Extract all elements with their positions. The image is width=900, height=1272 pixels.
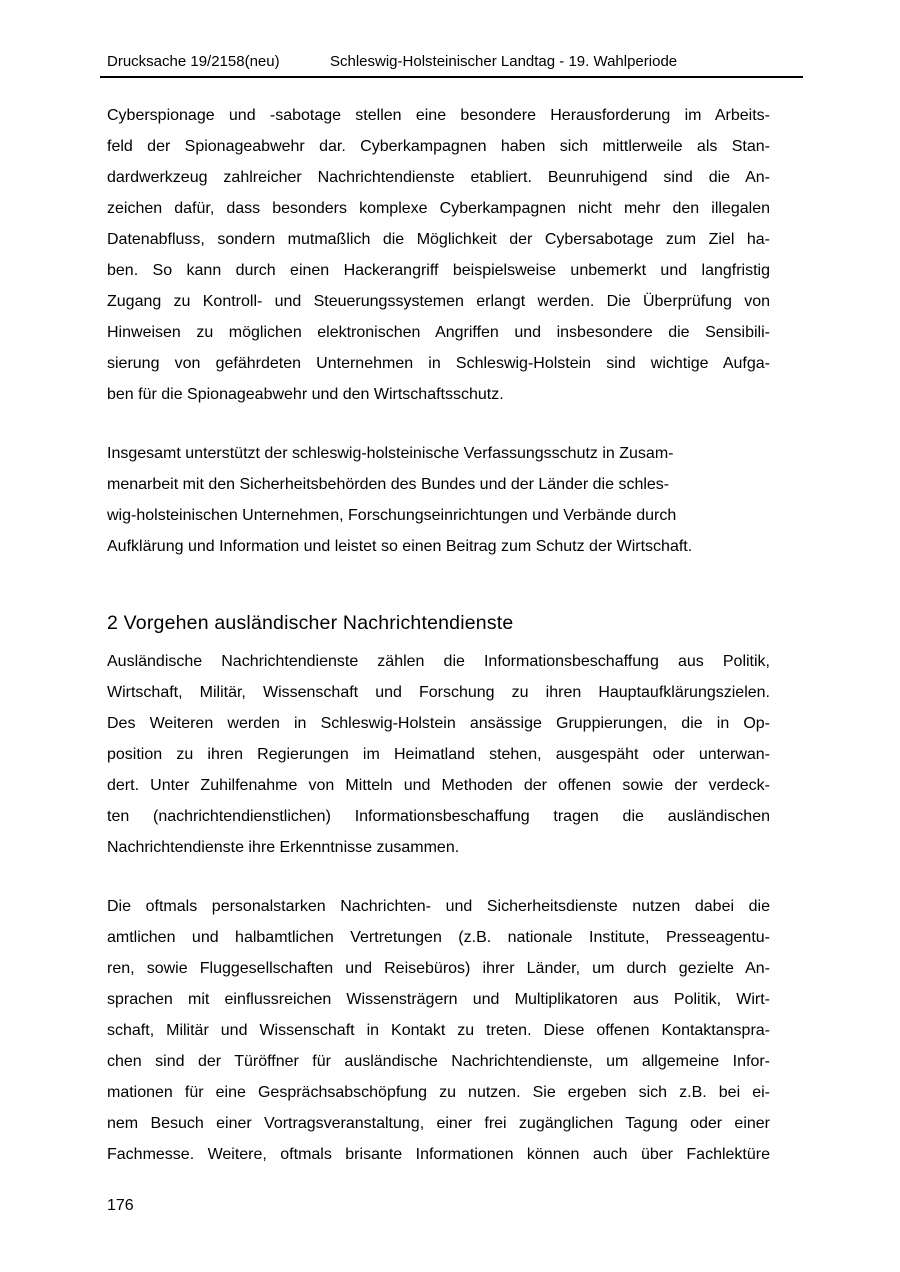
text-line: position zu ihren Regierungen im Heimatland stehen, ausgespäht oder unterwan- [107, 746, 770, 763]
page-number: 176 [107, 1197, 134, 1214]
text-line: ren, sowie Fluggesellschaften und Reisebüros) ihrer Länder, um durch gezielte An- [107, 960, 770, 977]
text-line: Zugang zu Kontroll- und Steuerungssystemen erlangt werden. Die Überprüfung von [107, 293, 770, 310]
text-line: Die oftmals personalstarken Nachrichten- und Sicherheitsdienste nutzen dabei die [107, 898, 770, 915]
text-line: Aufklärung und Information und leistet so einen Beitrag zum Schutz der Wirtschaft. [107, 538, 693, 555]
text-line: mationen für eine Gesprächsabschöpfung zu nutzen. Sie ergeben sich z.B. bei ei- [107, 1084, 770, 1101]
section-heading: 2 Vorgehen ausländischer Nachrichtendienste [107, 612, 514, 634]
text-line: ben. So kann durch einen Hackerangriff beispielsweise unbemerkt und langfristig [107, 262, 770, 279]
text-line: amtlichen und halbamtlichen Vertretungen (z.B. nationale Institute, Presseagentu- [107, 929, 770, 946]
paragraph [107, 891, 770, 1170]
header-doc-number: Drucksache 19/2158(neu) [107, 53, 280, 70]
text-line: Fachmesse. Weitere, oftmals brisante Informationen können auch über Fachlektüre [107, 1146, 770, 1163]
text-line: menarbeit mit den Sicherheitsbehörden des Bundes und der Länder die schles- [107, 476, 670, 493]
text-line: nem Besuch einer Vortragsveranstaltung, einer frei zugänglichen Tagung oder einer [107, 1115, 770, 1132]
text-line: Wirtschaft, Militär, Wissenschaft und Forschung zu ihren Hauptaufklärungszielen. [107, 684, 770, 701]
paragraph [107, 646, 770, 863]
text-line: schaft, Militär und Wissenschaft in Kontakt zu treten. Diese offenen Kontaktanspra- [107, 1022, 770, 1039]
text-line: chen sind der Türöffner für ausländische Nachrichtendienste, um allgemeine Infor- [107, 1053, 770, 1070]
text-line: Hinweisen zu möglichen elektronischen Angriffen und insbesondere die Sensibili- [107, 324, 770, 341]
text-line: Ausländische Nachrichtendienste zählen die Informationsbeschaffung aus Politik, [107, 653, 770, 670]
text-line: ten (nachrichtendienstlichen) Informationsbeschaffung tragen die ausländischen [107, 808, 770, 825]
text-line: sprachen mit einflussreichen Wissensträgern und Multiplikatoren aus Politik, Wirt- [107, 991, 770, 1008]
paragraph [107, 100, 770, 410]
page-header [107, 52, 807, 71]
text-line: dardwerkzeug zahlreicher Nachrichtendienste etabliert. Beunruhigend sind die An- [107, 169, 770, 186]
text-line: Insgesamt unterstützt der schleswig-holsteinische Verfassungsschutz in Zusam- [107, 445, 674, 462]
text-line: wig-holsteinischen Unternehmen, Forschungseinrichtungen und Verbände durch [107, 507, 677, 524]
text-line: Nachrichtendienste ihre Erkenntnisse zusammen. [107, 839, 460, 856]
text-line: dert. Unter Zuhilfenahme von Mitteln und Methoden der offenen sowie der verdeck- [107, 777, 770, 794]
paragraph [107, 438, 770, 562]
header-title: Schleswig-Holsteinischer Landtag - 19. Wahlperiode [330, 53, 678, 70]
text-line: feld der Spionageabwehr dar. Cyberkampagnen haben sich mittlerweile als Stan- [107, 138, 770, 155]
text-line: ben für die Spionageabwehr und den Wirtschaftsschutz. [107, 386, 504, 403]
text-line: Cyberspionage und -sabotage stellen eine besondere Herausforderung im Arbeits- [107, 107, 770, 124]
text-line: Des Weiteren werden in Schleswig-Holstein ansässige Gruppierungen, die in Op- [107, 715, 770, 732]
header-rule [100, 76, 803, 78]
text-line: sierung von gefährdeten Unternehmen in Schleswig-Holstein sind wichtige Aufga- [107, 355, 770, 372]
text-line: Datenabfluss, sondern mutmaßlich die Möglichkeit der Cybersabotage zum Ziel ha- [107, 231, 770, 248]
document-body [107, 100, 770, 1198]
text-line: zeichen dafür, dass besonders komplexe Cyberkampagnen nicht mehr den illegalen [107, 200, 770, 217]
